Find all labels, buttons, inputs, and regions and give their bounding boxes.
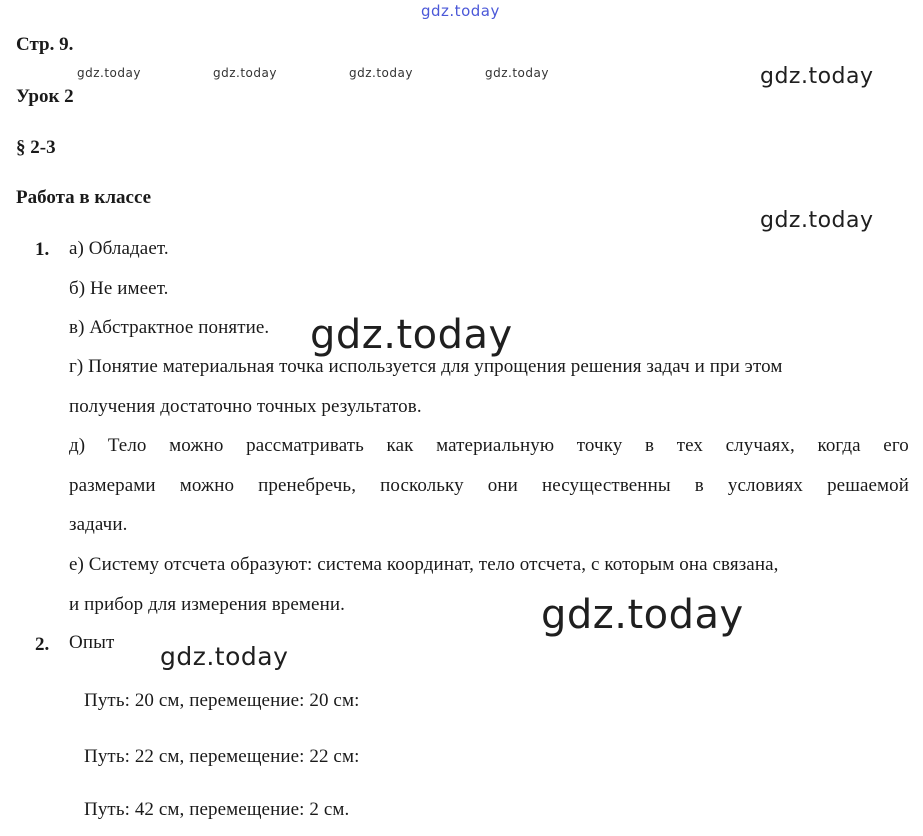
watermark-top: gdz.today (421, 2, 500, 20)
word: в (694, 475, 704, 496)
word: несущественны (541, 475, 671, 496)
word: размерами (69, 475, 156, 496)
word: случаях, (725, 435, 795, 456)
word: точку (576, 435, 623, 456)
watermark-large: gdz.today (541, 592, 744, 638)
word: условиях (727, 475, 804, 496)
watermark-small: gdz.today (349, 66, 413, 80)
answer-e-line: и прибор для измерения времени. (69, 594, 345, 615)
word: пренебречь, (258, 475, 357, 496)
word: д) (69, 435, 86, 456)
word: Тело (107, 435, 147, 456)
word: они (487, 475, 518, 496)
watermark-small: gdz.today (213, 66, 277, 80)
task-2-title: Опыт (69, 632, 115, 653)
word: можно (179, 475, 235, 496)
answer-d-line (69, 475, 909, 497)
word: тех (676, 435, 703, 456)
word: в (645, 435, 655, 456)
watermark-small: gdz.today (485, 66, 549, 80)
experiment-result: Путь: 42 см, перемещение: 2 см. (84, 799, 350, 820)
watermark-right: gdz.today (760, 208, 874, 233)
experiment-result: Путь: 20 см, перемещение: 20 см: (84, 690, 360, 711)
word: его (883, 435, 909, 456)
word: рассматривать (246, 435, 364, 456)
word: когда (817, 435, 861, 456)
task-2-number: 2. (35, 634, 50, 655)
answer-v: в) Абстрактное понятие. (69, 317, 270, 338)
classwork-heading: Работа в классе (16, 187, 152, 208)
section-title: § 2-3 (16, 137, 56, 158)
answer-d-line: задачи. (69, 514, 128, 535)
experiment-result: Путь: 22 см, перемещение: 22 см: (84, 746, 360, 767)
word: поскольку (380, 475, 464, 496)
word: как (386, 435, 414, 456)
answer-a: а) Обладает. (69, 238, 169, 259)
word: материальную (436, 435, 555, 456)
page-reference: Стр. 9. (16, 34, 74, 55)
watermark-small: gdz.today (77, 66, 141, 80)
watermark-large: gdz.today (310, 312, 513, 358)
watermark-medium: gdz.today (160, 642, 289, 671)
answer-g-line: г) Понятие материальная точка используется для упрощения решения задач и при этом (69, 356, 783, 377)
task-1-number: 1. (35, 239, 50, 260)
word: решаемой (827, 475, 909, 496)
watermark-right: gdz.today (760, 64, 874, 89)
answer-g-line: получения достаточно точных результатов. (69, 396, 422, 417)
answer-b: б) Не имеет. (69, 278, 169, 299)
answer-e-line: е) Систему отсчета образуют: система координат, тело отсчета, с которым она связана, (69, 554, 779, 575)
lesson-title: Урок 2 (16, 86, 74, 107)
answer-d-line (69, 435, 909, 457)
word: можно (169, 435, 224, 456)
